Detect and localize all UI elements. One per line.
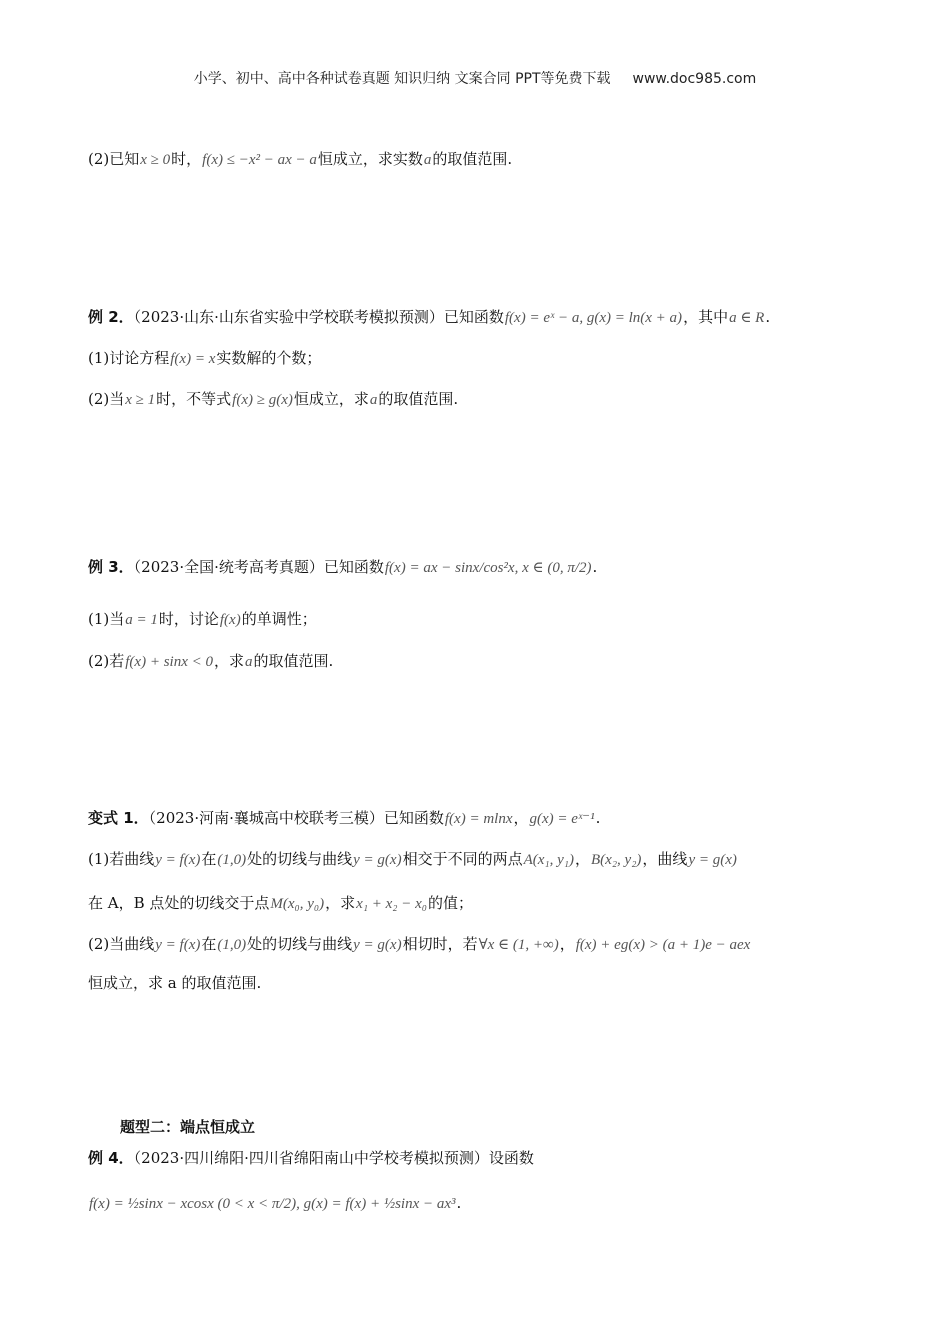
text: . <box>456 1194 462 1212</box>
math: f(x) = ½sinx − xcosx (0 < x < π/2), g(x) = f(x) + ½sinx − ax³ <box>89 1196 456 1212</box>
math: ∀x ∈ (1, +∞) <box>478 937 559 953</box>
text: 时，讨论 <box>158 610 219 628</box>
text: (2)若 <box>88 652 125 670</box>
header-url: www.doc985.com <box>632 71 757 87</box>
math: f(x) ≤ −x² − ax − a <box>202 152 317 168</box>
variant-1-stem <box>88 807 600 830</box>
text: ，其中 <box>683 308 729 326</box>
math: a = 1 <box>125 612 158 628</box>
text: （2023·河南·襄城高中校联考三模）已知函数 <box>148 809 444 827</box>
variant-1-part2-cont <box>88 972 261 994</box>
text: (1)当 <box>88 610 125 628</box>
math: x ≥ 1 <box>125 392 156 408</box>
math: f(x) + sinx < 0 <box>125 654 213 670</box>
variant-1-part1 <box>88 848 738 871</box>
example-label: 例 4． <box>88 1149 134 1167</box>
text: 处的切线与曲线 <box>247 850 353 868</box>
text: 时， <box>171 150 202 168</box>
math: x ≥ 0 <box>140 152 171 168</box>
text: (1)若曲线 <box>88 850 155 868</box>
text: (2)当曲线 <box>88 935 155 953</box>
text: 的单调性； <box>241 610 317 628</box>
text: （2023·四川绵阳·四川省绵阳南山中学校考模拟预测）设函数 <box>133 1149 534 1167</box>
text: 的取值范围. <box>378 390 459 408</box>
math: a <box>423 152 432 168</box>
math: a ∈ R <box>729 310 765 326</box>
example-label: 例 3． <box>88 558 134 576</box>
math: f(x) = ax − sinx/cos²x, x ∈ (0, π/2) <box>384 560 592 576</box>
text: ， <box>513 809 529 827</box>
math: f(x) = mlnx <box>444 811 513 827</box>
math: f(x) = x <box>170 351 216 367</box>
text: 时，不等式 <box>156 390 232 408</box>
variant-label: 变式 1． <box>88 809 149 827</box>
text: 实数解的个数； <box>216 349 322 367</box>
text: ， <box>559 935 575 953</box>
math: A(x₁, y₁) <box>523 852 574 868</box>
text: . <box>595 809 601 827</box>
variant-1-part2 <box>88 933 751 956</box>
text: 恒成立，求 a 的取值范围. <box>88 974 262 992</box>
example-4-stem <box>88 1147 534 1169</box>
text: ，求 <box>213 652 244 670</box>
text: ，求 <box>325 894 356 912</box>
example-3-part2 <box>88 650 333 673</box>
math: f(x) <box>219 612 241 628</box>
text: 处的切线与曲线 <box>247 935 353 953</box>
math: y = f(x) <box>155 937 201 953</box>
math: M(x₀, y₀) <box>270 896 325 912</box>
text: ，曲线 <box>642 850 688 868</box>
text: ， <box>575 850 591 868</box>
page-header <box>0 68 950 90</box>
text: . <box>765 308 771 326</box>
example-2-stem <box>88 306 770 329</box>
math: f(x) = eˣ − a, g(x) = ln(x + a) <box>504 310 683 326</box>
example-label: 例 2． <box>88 308 134 326</box>
math: a <box>245 654 253 670</box>
text: 在 A，B 点处的切线交于点 <box>88 894 270 912</box>
math: y = g(x) <box>353 852 402 868</box>
example-2-part2 <box>88 388 458 411</box>
text: . <box>592 558 598 576</box>
math: f(x) + eg(x) > (a + 1)e − aex <box>575 937 751 953</box>
math: (1,0) <box>217 852 247 868</box>
math: f(x) ≥ g(x) <box>232 392 293 408</box>
example-4-formula <box>88 1192 461 1215</box>
section-heading: 题型二：端点恒成立 <box>120 1118 256 1136</box>
text: 的取值范围. <box>253 652 334 670</box>
text: (2)当 <box>88 390 125 408</box>
text: 的取值范围. <box>432 150 513 168</box>
example-2-part1 <box>88 347 321 370</box>
math: y = g(x) <box>353 937 402 953</box>
text: 的值； <box>428 894 474 912</box>
text: 在 <box>201 935 217 953</box>
text: 相交于不同的两点 <box>402 850 523 868</box>
text: (1)讨论方程 <box>88 349 170 367</box>
math: g(x) = eˣ⁻¹ <box>529 811 595 827</box>
example-3-part1 <box>88 608 317 631</box>
text: (2)已知 <box>88 150 140 168</box>
header-text: 小学、初中、高中各种试卷真题 知识归纳 文案合同 PPT等免费下载 <box>193 71 611 87</box>
text: 恒成立，求 <box>293 390 369 408</box>
text: 在 <box>201 850 217 868</box>
math: a <box>369 392 378 408</box>
text: 相切时，若 <box>402 935 478 953</box>
math: (1,0) <box>217 937 247 953</box>
variant-1-part1-cont <box>88 892 473 915</box>
q1-part2 <box>88 148 512 171</box>
text: 恒成立，求实数 <box>317 150 423 168</box>
example-3-stem <box>88 556 597 579</box>
math: x₁ + x₂ − x₀ <box>356 896 428 912</box>
text: （2023·山东·山东省实验中学校联考模拟预测）已知函数 <box>133 308 504 326</box>
math: B(x₂, y₂) <box>591 852 642 868</box>
text: （2023·全国·统考高考真题）已知函数 <box>133 558 384 576</box>
math: y = f(x) <box>155 852 201 868</box>
math: y = g(x) <box>688 852 737 868</box>
